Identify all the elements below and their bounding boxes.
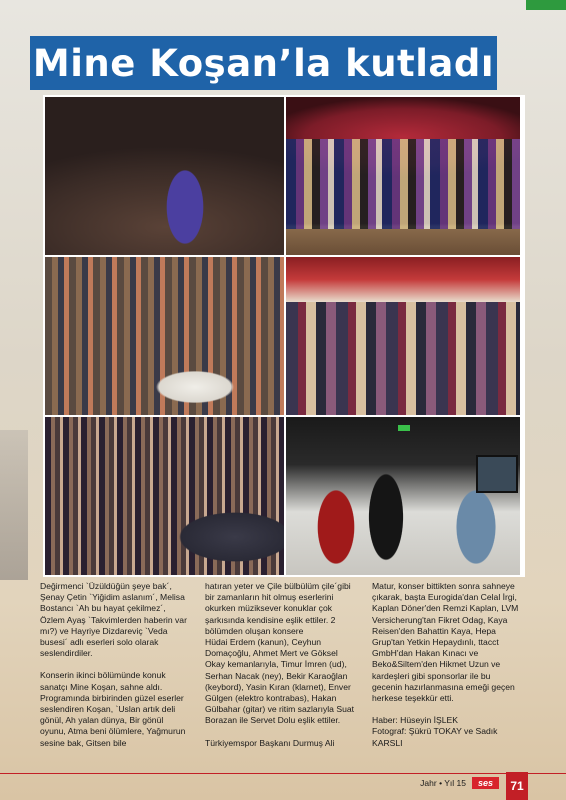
article-column-3: [372, 581, 522, 760]
stage-performers: [286, 139, 520, 229]
paragraph: hatıran yeter ve Çile bülbülüm çile´gibi bir zamanların hit olmuş eserlerini okurken müziksever konuklar çok şarkısında kendisine eşlik ettiler. 2 bölümden oluşan konsere: [205, 581, 351, 636]
exit-sign: [398, 425, 410, 431]
author-credit: Haber: Hüseyin İŞLEK: [372, 715, 458, 726]
wall-monitor: [476, 455, 518, 493]
background-tower-silhouette: [0, 430, 28, 580]
paragraph: Hüdai Erdem (kanun), Ceyhun Domaçoğlu, Ahmet Mert ve Göksel Okay kemanlarıyla, Timur İmren (ud), Serhan Nacak (ney), Bekir Karaoğlan (keybord), Yasin Kıran (klarnet), Enver Gülgen (elektro kontrabas), Hakan Gülbahar (gitar) ve ritim sazlarıyla Suat Borazan ile Servet Dolu eşlik ettiler.: [205, 637, 355, 726]
magazine-logo: ses: [472, 777, 499, 789]
photo-audience-seated: [45, 417, 284, 575]
article-column-2: [205, 581, 355, 760]
section-tab: [526, 0, 566, 10]
photo-singer-with-audience: [45, 97, 284, 255]
article-title: Mine Koşan’la kutladı: [32, 41, 495, 85]
page-number: 71: [506, 772, 528, 800]
photo-women-group: [286, 257, 520, 415]
title-bar: [30, 36, 497, 90]
article-column-1: [40, 581, 188, 760]
photo-credit: Fotograf: Şükrü TOKAY ve Sadık KARSLI: [372, 726, 498, 748]
issue-label: Jahr • Yıl 15: [420, 778, 466, 788]
photo-singer-with-guests: [286, 417, 520, 575]
photo-banquet-hall: [45, 257, 284, 415]
photo-stage-group: [286, 97, 520, 255]
footer-rule: [0, 773, 566, 774]
paragraph: Türkiyemspor Başkanı Durmuş Ali: [205, 737, 335, 748]
paragraph: Değirmenci `Üzüldüğün şeye bak´, Şenay Çetin `Yiğidim aslanım´, Melisa Bostancı `Ah bu hayat çekilmez´, Özlem Ayaş `Takvimlerden haberin var mı?) ve Hayriye Dizdareviç `Veda busesi´ adlı eserleri solo olarak seslendirdiler.: [40, 581, 187, 659]
paragraph: Konserin ikinci bölümünde konuk sanatçı Mine Koşan, sahne aldı. Programında birbirinden güzel eserler seslendiren Koşan, `Uslan artık deli gönül, Ah yalan dünya, Bir gönül oyunu, Atma beni ölümlere, Yağmurun sesine bak, Gitsen bile: [40, 670, 186, 748]
stage-curtain: [286, 257, 520, 302]
paragraph: Matur, konser bittikten sonra sahneye çıkarak, başta Eurogida'dan Celal İrgi, Kaplan Döner'den Remzi Kaplan, LVM Versicherung'tan Fikret Odag, Kaya Reisen'den Bahattin Kaya, Hepa Grup'tan Yetkin Hepaydınlı, ttacct GmbH'dan Hakan Kınacı ve Beko&Siltem'den Hikmet Uzun ve kardeşleri gibi sponsorlar ile bu gecenin hazırlanmasına emeği geçen herkese teşekkür etti.: [372, 581, 519, 704]
